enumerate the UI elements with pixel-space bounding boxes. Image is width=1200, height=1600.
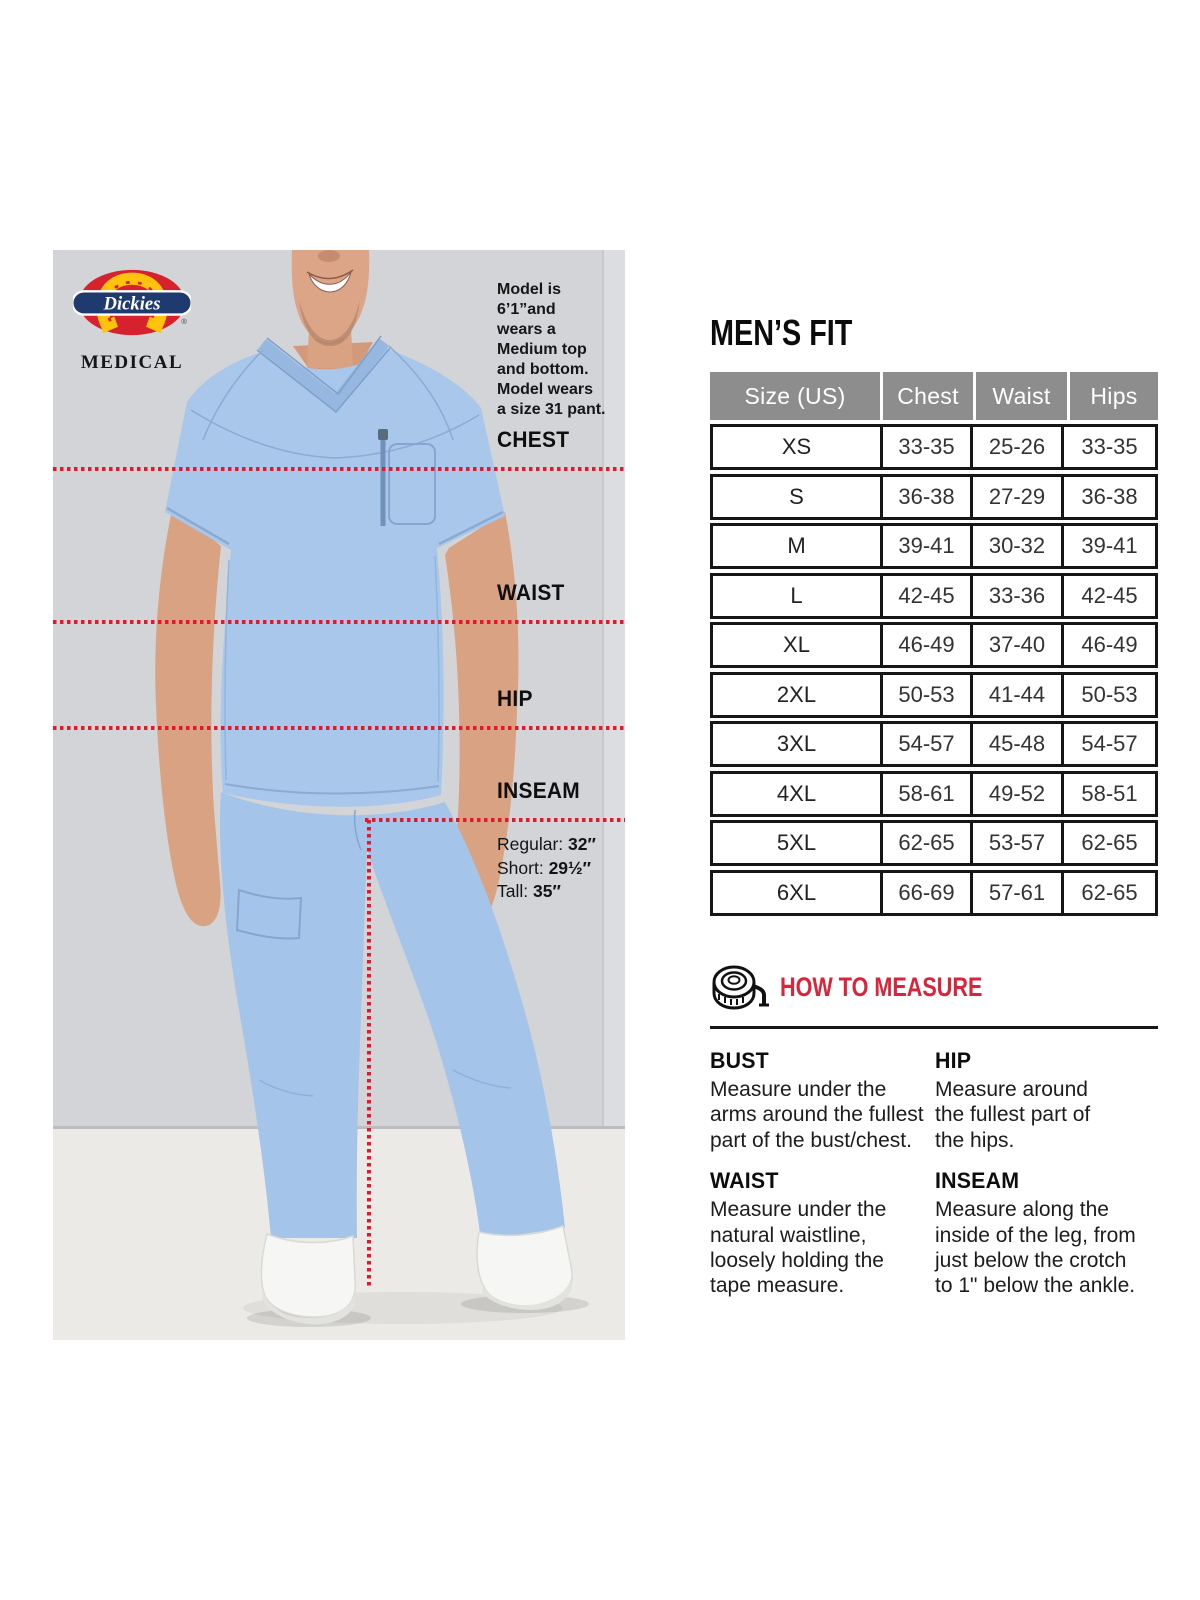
inseam-option: Short: 29½″ bbox=[497, 857, 592, 878]
table-row: 5XL 62-65 53-57 62-65 bbox=[710, 820, 1158, 866]
header-size: Size (US) bbox=[744, 382, 846, 409]
inseam-label: INSEAM bbox=[497, 778, 581, 803]
measuring-tape-icon bbox=[710, 963, 770, 1011]
inseam-vertical-guide-line bbox=[367, 820, 371, 1288]
model-note-line: a size 31 pant. bbox=[497, 401, 606, 418]
measure-instructions bbox=[710, 1048, 1158, 1314]
dickies-logo-text: Dickies bbox=[103, 293, 161, 315]
waist-guide-line bbox=[53, 620, 625, 624]
table-row: 4XL 58-61 49-52 58-51 bbox=[710, 771, 1158, 817]
header-chest: Chest bbox=[880, 372, 973, 420]
model-note-line: Medium top bbox=[497, 341, 587, 358]
inseam-option: Tall: 35″ bbox=[497, 881, 561, 901]
registered-mark: ® bbox=[181, 316, 187, 326]
how-to-measure-header bbox=[710, 962, 1158, 1012]
dickies-logo bbox=[73, 268, 191, 350]
header-waist: Waist bbox=[973, 372, 1067, 420]
inseam-options bbox=[497, 833, 596, 904]
header-hips: Hips bbox=[1067, 372, 1158, 420]
hip-label: HIP bbox=[497, 686, 533, 711]
table-row: 2XL 50-53 41-44 50-53 bbox=[710, 672, 1158, 718]
chest-guide-line bbox=[53, 467, 625, 471]
measure-section-waist: WAIST Measure under the natural waistline, loosely holding the tape measure. bbox=[710, 1168, 887, 1298]
table-row: S 36-38 27-29 36-38 bbox=[710, 474, 1158, 520]
model-note-line: wears a bbox=[497, 321, 556, 338]
table-row: L 42-45 33-36 42-45 bbox=[710, 573, 1158, 619]
measure-section-inseam: INSEAM Measure along the inside of the leg, from just below the crotch to 1" below the ankle. bbox=[935, 1168, 1136, 1298]
table-row: XS 33-35 25-26 33-35 bbox=[710, 424, 1158, 470]
model-note-line: 6’1”and bbox=[497, 301, 556, 318]
chest-label: CHEST bbox=[497, 427, 570, 452]
model-note-line: and bottom. bbox=[497, 361, 589, 378]
measure-section-bust: BUST Measure under the arms around the fullest part of the bust/chest. bbox=[710, 1048, 924, 1152]
size-table bbox=[710, 372, 1158, 919]
measure-section-hip: HIP Measure around the fullest part of the hips. bbox=[935, 1048, 1091, 1152]
table-row: M 39-41 30-32 39-41 bbox=[710, 523, 1158, 569]
how-to-measure-title: HOW TO MEASURE bbox=[780, 971, 983, 1002]
waist-label: WAIST bbox=[497, 580, 565, 605]
model-note-line: Model is bbox=[497, 281, 562, 298]
measure-column-left bbox=[710, 1048, 935, 1314]
model-photo bbox=[53, 250, 625, 1340]
divider-rule bbox=[710, 1026, 1158, 1029]
measure-column-right bbox=[935, 1048, 1158, 1314]
hip-guide-line bbox=[53, 726, 625, 730]
table-row: XL 46-49 37-40 46-49 bbox=[710, 622, 1158, 668]
size-table-header-row bbox=[710, 372, 1158, 420]
table-row: 6XL 66-69 57-61 62-65 bbox=[710, 870, 1158, 916]
model-note-line: Model wears bbox=[497, 381, 594, 398]
brand-division-label: MEDICAL bbox=[80, 352, 184, 373]
page-title: MEN’S FIT bbox=[710, 312, 853, 353]
inseam-option: Regular: 32″ bbox=[497, 834, 596, 854]
table-row: 3XL 54-57 45-48 54-57 bbox=[710, 721, 1158, 767]
model-note bbox=[497, 280, 623, 420]
inseam-guide-line bbox=[365, 818, 625, 822]
